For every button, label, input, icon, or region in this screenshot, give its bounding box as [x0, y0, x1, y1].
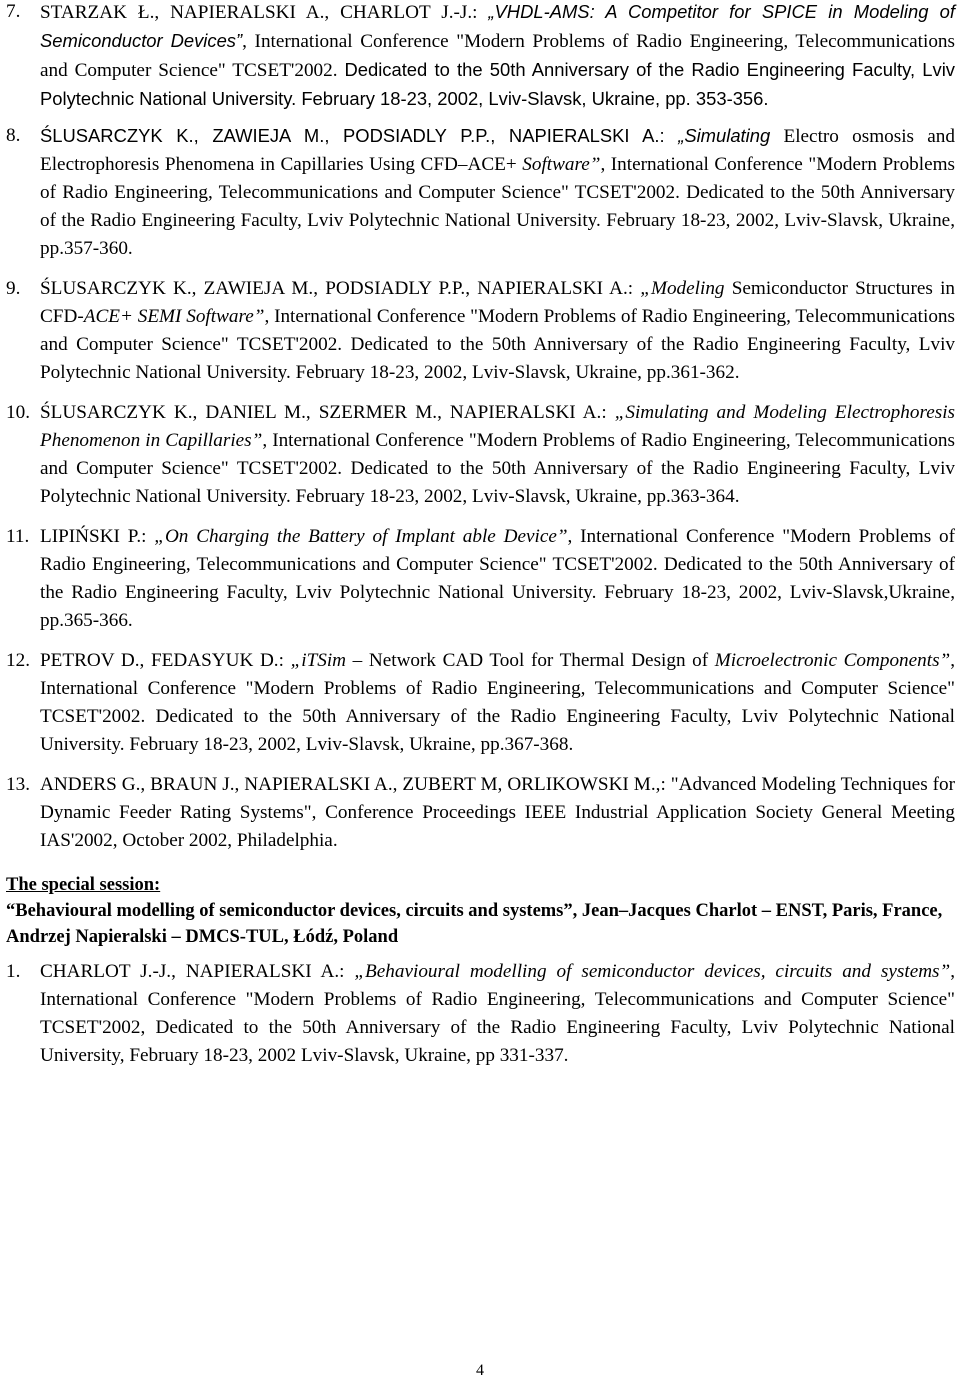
- entry-title: „Simulating and Modeling Electrophoresis Phenomenon in Capillaries”: [40, 402, 955, 451]
- entry-authors: ŚLUSARCZYK K., ZAWIEJA M., PODSIADLY P.P., NAPIERALSKI A.:: [40, 278, 641, 299]
- entry-title-rest: – Network CAD Tool for Thermal Design of: [346, 650, 715, 671]
- entry-venue: , International Conference "Modern Problems of Radio Engineering, Telecommunications and Computer Science" TCSET'2002. Dedicated to the 50th Anniversary of the Radio Engineering Faculty, Lviv Polytechnic National University. February 18-23, 2002, Lviv-Slavsk, Ukraine, pp.367-368.: [40, 650, 956, 755]
- entry-title: „VHDL-AMS: A Competitor for SPICE in Modeling of Semiconductor Devices”: [40, 1, 955, 51]
- reference-entry-11: [6, 523, 955, 635]
- entry-body: [40, 647, 955, 759]
- entry-body: [40, 399, 955, 511]
- entry-venue: , International Conference "Modern Problems of Radio Engineering, Telecommunications and Computer Science" TCSET'2002.: [40, 31, 955, 81]
- entry-body: [40, 771, 955, 855]
- entry-venue: , International Conference "Modern Problems of Radio Engineering, Telecommunications and Computer Science" TCSET'2002, Dedicated to the 50th Anniversary of the Radio Engineering Faculty, Lviv Polytechnic National University, February 18-23, 2002 Lviv-Slavsk, Ukraine, pp 331-337.: [40, 961, 955, 1066]
- entry-body: [40, 958, 955, 1070]
- entry-number: 12.: [6, 650, 30, 671]
- entry-tail: Dedicated to the 50th Anniversary of the Radio Engineering Faculty, Lviv Polytechnic National University. February 18-23, 2002, Lviv-Slavsk, Ukraine, pp. 353-356.: [40, 59, 955, 109]
- special-session-entry-1: [6, 958, 955, 1070]
- entry-body: [40, 122, 955, 263]
- entry-authors: ŚLUSARCZYK K., DANIEL M., SZERMER M., NAPIERALSKI A.:: [40, 402, 615, 423]
- special-session-title: “Behavioural modelling of semiconductor devices, circuits and systems”, Jean–Jacques Charlot – ENST, Paris, France, Andrzej Napieralski – DMCS-TUL, Łódź, Poland: [6, 901, 943, 947]
- entry-number: 13.: [6, 774, 30, 795]
- entry-title: "Advanced Modeling Techniques for Dynamic Feeder Rating Systems": [40, 774, 956, 823]
- entry-title: „Simulating: [678, 125, 771, 146]
- entry-body: [40, 0, 955, 114]
- entry-title: „Modeling: [640, 278, 725, 299]
- entry-authors: PETROV D., FEDASYUK D.:: [40, 650, 291, 671]
- entry-authors: ŚLUSARCZYK K., ZAWIEJA M., PODSIADLY P.P., NAPIERALSKI A.:: [40, 125, 679, 146]
- entry-body: [40, 523, 955, 635]
- entry-venue: , International Conference "Modern Problems of Radio Engineering, Telecommunications and Computer Science" TCSET'2002. Dedicated to the 50th Anniversary of the Radio Engineering Faculty, Lviv Polytechnic National University. February 18-23, 2002, Lviv-Slavsk, Ukraine, pp.357-360.: [40, 154, 955, 259]
- entry-authors: CHARLOT J.-J., NAPIERALSKI A.:: [40, 961, 355, 982]
- entry-title-end: ACE+ SEMI Software”: [83, 306, 265, 327]
- entry-title-rest: Electro osmosis and Electrophoresis Phenomena in Capillaries Using CFD–ACE+: [40, 126, 955, 175]
- entry-number: 7.: [6, 1, 21, 22]
- page-number: 4: [476, 1362, 484, 1379]
- entry-number: 11.: [6, 526, 30, 547]
- entry-venue: , International Conference "Modern Problems of Radio Engineering, Telecommunications and Computer Science" TCSET'2002. Dedicated to the 50th Anniversary of the Radio Engineering Faculty, Lviv Polytechnic National University. February 18-23, 2002, Lviv-Slavsk, Ukraine, pp.361-362.: [40, 306, 955, 383]
- entry-title: „On Charging the Battery of Implant able Device”: [154, 526, 568, 547]
- entry-body: [40, 275, 955, 387]
- entry-title: „iTSim: [290, 650, 347, 671]
- entry-authors: STARZAK Ł., NAPIERALSKI A., CHARLOT J.-J.:: [40, 2, 489, 23]
- entry-authors: LIPIŃSKI P.:: [40, 526, 155, 547]
- reference-entry-13: [6, 771, 955, 855]
- special-session-label: The special session:: [6, 875, 161, 895]
- reference-entry-10: [6, 399, 955, 511]
- entry-title: „Behavioural modelling of semiconductor devices, circuits and systems”: [354, 961, 951, 982]
- entry-title-end: Software”: [522, 154, 601, 175]
- reference-entry-7: [6, 0, 955, 114]
- entry-number: 10.: [6, 402, 30, 423]
- entry-number: 9.: [6, 278, 21, 299]
- entry-authors: ANDERS G., BRAUN J., NAPIERALSKI A., ZUBERT M, ORLIKOWSKI M.,:: [40, 774, 671, 795]
- reference-entry-12: [6, 647, 955, 759]
- reference-entry-9: [6, 275, 955, 387]
- entry-venue: , Conference Proceedings IEEE Industrial Application Society General Meeting IAS'2002, October 2002, Philadelphia.: [40, 802, 955, 851]
- entry-venue: , International Conference "Modern Problems of Radio Engineering, Telecommunications and Computer Science" TCSET'2002. Dedicated to the 50th Anniversary of the Radio Engineering Faculty, Lviv Polytechnic National University. February 18-23, 2002, Lviv-Slavsk, Ukraine, pp.363-364.: [40, 430, 955, 507]
- entry-title-end: Microelectronic Components”: [714, 650, 951, 671]
- entry-title-rest: Semiconductor Structures in CFD-: [40, 278, 955, 327]
- entry-venue: , International Conference "Modern Problems of Radio Engineering, Telecommunications and Computer Science" TCSET'2002. Dedicated to the 50th Anniversary of the Radio Engineering Faculty, Lviv Polytechnic National University. February 18-23, 2002, Lviv-Slavsk,Ukraine, pp.365-366.: [40, 526, 955, 631]
- reference-entry-8: [6, 122, 955, 263]
- special-session-section: [6, 872, 955, 950]
- entry-number: 8.: [6, 125, 21, 146]
- entry-number: 1.: [6, 961, 21, 982]
